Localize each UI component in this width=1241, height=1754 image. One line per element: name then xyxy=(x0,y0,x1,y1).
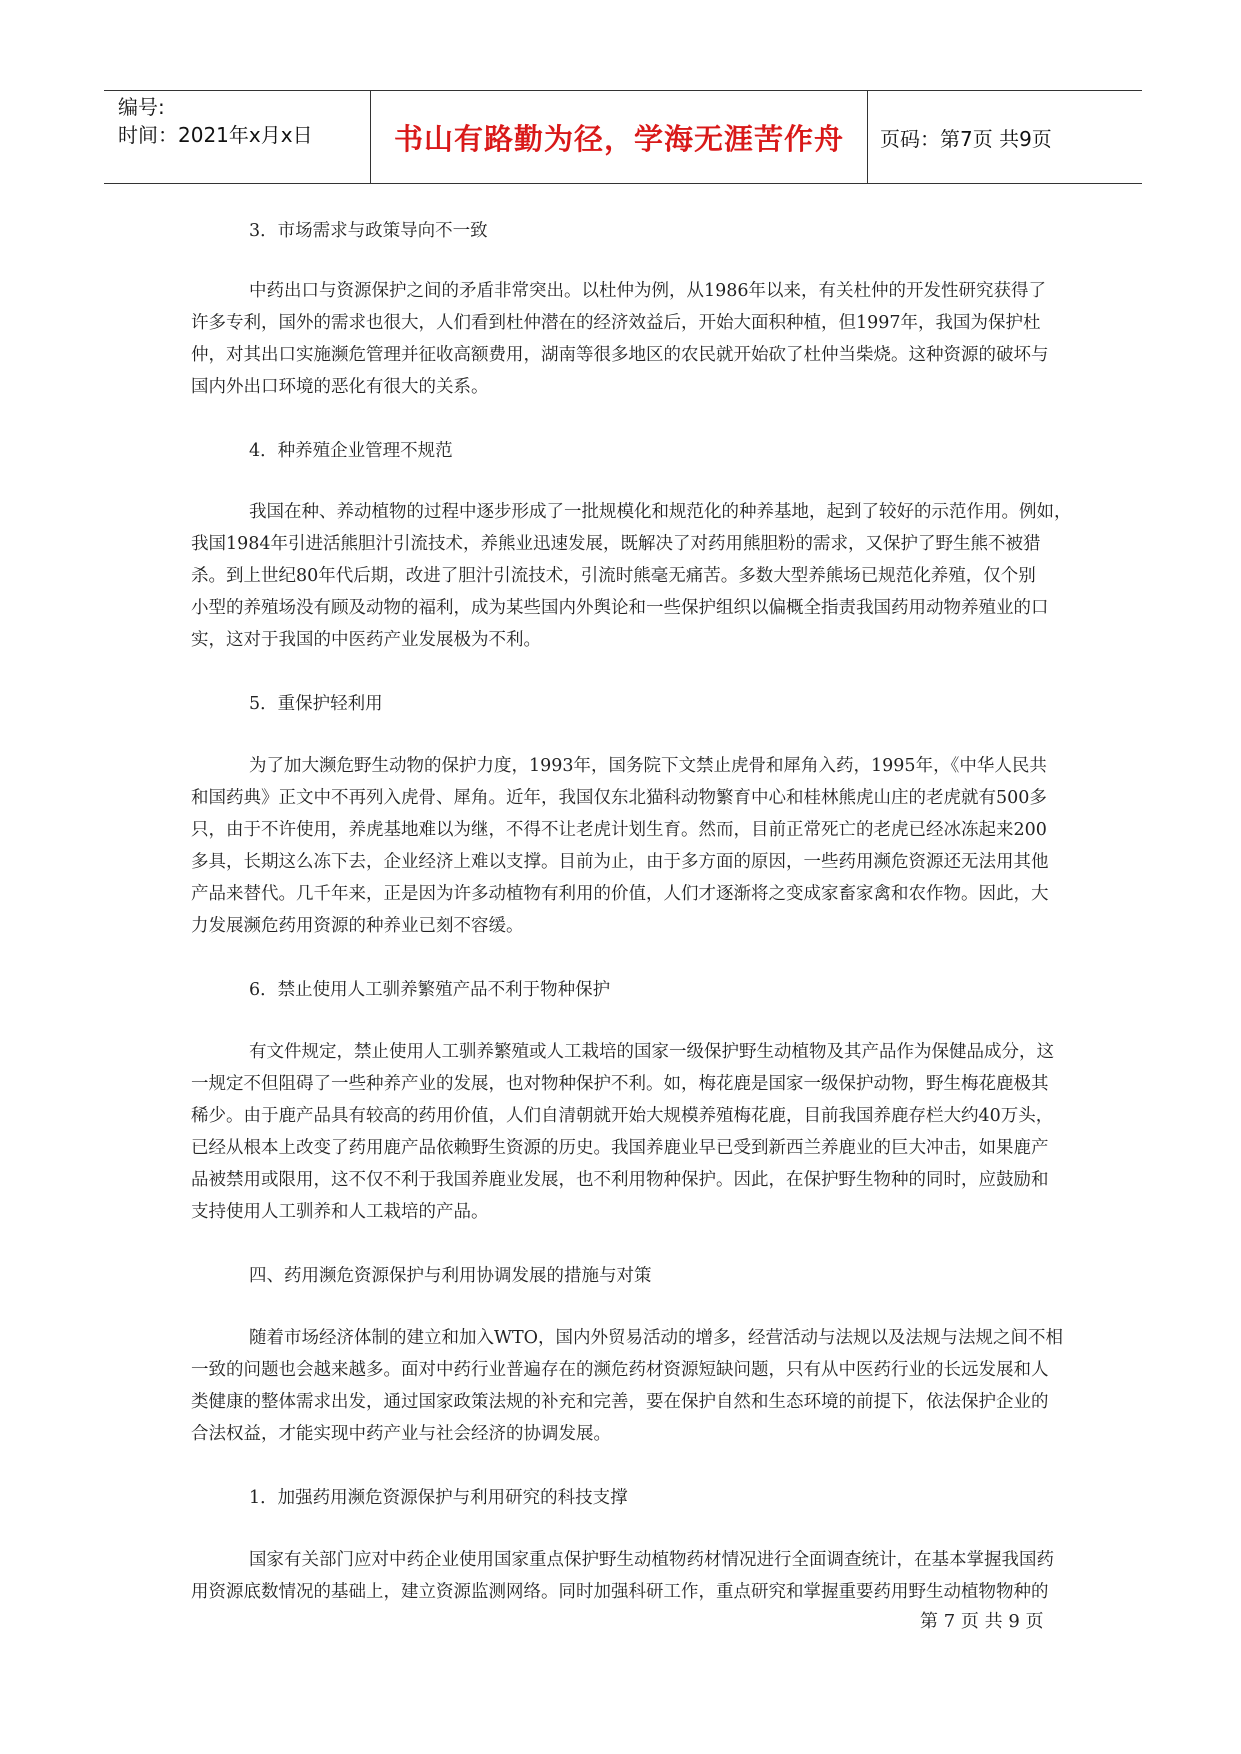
section-heading: 3．市场需求与政策导向不一致 xyxy=(249,221,488,241)
paragraph-line: 国家有关部门应对中药企业使用国家重点保护野生动植物药材情况进行全面调查统计，在基本掌握我国药 xyxy=(249,1550,1054,1570)
header-motto-cell xyxy=(370,91,868,183)
paragraph-line: 仲，对其出口实施濒危管理并征收高额费用，湖南等很多地区的农民就开始砍了杜仲当柴烧。这种资源的破坏与 xyxy=(191,345,1049,365)
paragraph-line: 支持使用人工驯养和人工栽培的产品。 xyxy=(191,1202,489,1222)
paragraph-line: 类健康的整体需求出发，通过国家政策法规的补充和完善，要在保护自然和生态环境的前提下，依法保护企业的 xyxy=(191,1392,1049,1412)
section-heading: 1．加强药用濒危资源保护与利用研究的科技支撑 xyxy=(249,1488,628,1508)
paragraph-line: 小型的养殖场没有顾及动物的福利，成为某些国内外舆论和一些保护组织以偏概全指责我国药用动物养殖业的口 xyxy=(191,598,1049,618)
motto-text: 书山有路勤为径，学海无涯苦作舟 xyxy=(393,121,844,156)
section-heading: 四、药用濒危资源保护与利用协调发展的措施与对策 xyxy=(249,1266,652,1286)
paragraph-line: 有文件规定，禁止使用人工驯养繁殖或人工栽培的国家一级保护野生动植物及其产品作为保健品成分，这 xyxy=(249,1042,1054,1062)
header-meta xyxy=(118,91,368,183)
paragraph-line: 国内外出口环境的恶化有很大的关系。 xyxy=(191,377,489,397)
paragraph-line: 一致的问题也会越来越多。面对中药行业普遍存在的濒危药材资源短缺问题，只有从中医药行业的长远发展和人 xyxy=(191,1360,1049,1380)
paragraph-line: 为了加大濒危野生动物的保护力度，1993年，国务院下文禁止虎骨和犀角入药，1995年，《中华人民共 xyxy=(249,756,1047,776)
time-label: 时间：2021年x月x日 xyxy=(118,123,313,147)
page-label: 页码：第7页 共9页 xyxy=(880,126,1052,151)
paragraph-line: 实，这对于我国的中医药产业发展极为不利。 xyxy=(191,630,541,650)
paragraph-line: 已经从根本上改变了药用鹿产品依赖野生资源的历史。我国养鹿业早已受到新西兰养鹿业的巨大冲击，如果鹿产 xyxy=(191,1138,1049,1158)
paragraph-line: 用资源底数情况的基础上，建立资源监测网络。同时加强科研工作，重点研究和掌握重要药用野生动植物物种的 xyxy=(191,1582,1049,1602)
section-heading: 5．重保护轻利用 xyxy=(249,694,383,714)
paragraph-line: 稀少。由于鹿产品具有较高的药用价值，人们自清朝就开始大规模养殖梅花鹿，目前我国养鹿存栏大约40万头， xyxy=(191,1106,1054,1126)
paragraph-line: 中药出口与资源保护之间的矛盾非常突出。以杜仲为例，从1986年以来，有关杜仲的开发性研究获得了 xyxy=(249,281,1047,301)
paragraph-line: 只，由于不许使用，养虎基地难以为继，不得不让老虎计划生育。然而，目前正常死亡的老虎已经冰冻起来200 xyxy=(191,820,1047,840)
paragraph-line: 我国在种、养动植物的过程中逐步形成了一批规模化和规范化的种养基地，起到了较好的示范作用。例如， xyxy=(249,502,1072,522)
paragraph-line: 许多专利，国外的需求也很大，人们看到杜仲潜在的经济效益后，开始大面积种植，但1997年，我国为保护杜 xyxy=(191,313,1041,333)
paragraph-line: 合法权益，才能实现中药产业与社会经济的协调发展。 xyxy=(191,1424,611,1444)
section-heading: 6．禁止使用人工驯养繁殖产品不利于物种保护 xyxy=(249,980,611,1000)
page-footer: 第 7 页 共 9 页 xyxy=(920,1611,1044,1632)
paragraph-line: 和国药典》正文中不再列入虎骨、犀角。近年，我国仅东北猫科动物繁育中心和桂林熊虎山庄的老虎就有500多 xyxy=(191,788,1047,808)
header-page-cell xyxy=(880,91,1142,183)
paragraph-line: 一规定不但阻碍了一些种养产业的发展，也对物种保护不利。如，梅花鹿是国家一级保护动物，野生梅花鹿极其 xyxy=(191,1074,1049,1094)
paragraph-line: 产品来替代。几千年来，正是因为许多动植物有利用的价值，人们才逐渐将之变成家畜家禽和农作物。因此，大 xyxy=(191,884,1049,904)
paragraph-line: 杀。到上世纪80年代后期，改进了胆汁引流技术，引流时熊毫无痛苦。多数大型养熊场已规范化养殖，仅个别 xyxy=(191,566,1036,586)
number-label: 编号: xyxy=(118,95,165,119)
paragraph-line: 随着市场经济体制的建立和加入WTO，国内外贸易活动的增多，经营活动与法规以及法规与法规之间不相 xyxy=(249,1328,1064,1348)
page-header xyxy=(104,90,1142,184)
paragraph-line: 我国1984年引进活熊胆汁引流技术，养熊业迅速发展，既解决了对药用熊胆粉的需求，又保护了野生熊不被猎 xyxy=(191,534,1041,554)
paragraph-line: 多具，长期这么冻下去，企业经济上难以支撑。目前为止，由于多方面的原因，一些药用濒危资源还无法用其他 xyxy=(191,852,1049,872)
paragraph-line: 品被禁用或限用，这不仅不利于我国养鹿业发展，也不利用物种保护。因此，在保护野生物种的同时，应鼓励和 xyxy=(191,1170,1049,1190)
section-heading: 4．种养殖企业管理不规范 xyxy=(249,441,453,461)
paragraph-line: 力发展濒危药用资源的种养业已刻不容缓。 xyxy=(191,916,524,936)
